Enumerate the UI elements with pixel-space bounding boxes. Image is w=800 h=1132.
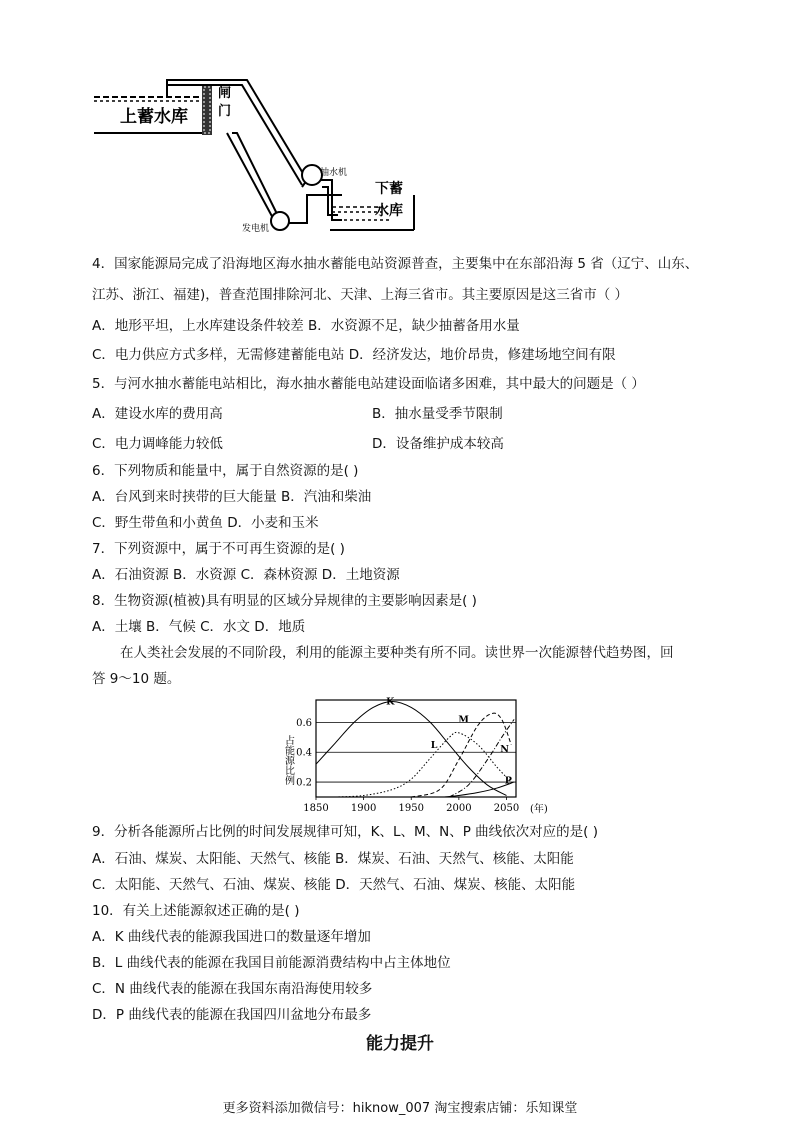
q8-options: A．土壤 B．气候 C．水文 D．地质 [92,619,306,635]
lower-reservoir [330,180,414,230]
pump-icon [302,165,322,185]
chart-series [316,701,514,797]
x-tick-1900: 1900 [350,803,377,814]
q4-stem-line1: 4．国家能源局完成了沿海地区海水抽水蓄能电站资源普查，主要集中在东部沿海 5 省（辽宁、山东、 [92,256,699,272]
q7-options: A．石油资源 B．水资源 C．森林资源 D．土地资源 [92,567,400,583]
curve-label-M: M [458,714,469,726]
q6-options-cd: C．野生带鱼和小黄鱼 D．小麦和玉米 [92,515,319,531]
generator-icon [271,212,289,230]
x-tick-2050: 2050 [493,803,520,814]
q6-options-ab: A．台风到来时挟带的巨大能量 B．汽油和柴油 [92,489,372,505]
penstock [167,80,342,223]
pumped-storage-diagram [92,75,432,245]
gate-label-2: 门 [218,104,232,119]
energy-trend-chart [280,695,555,820]
lower-reservoir-label-1: 下蓄 [375,181,403,197]
upper-reservoir [94,85,210,133]
upper-reservoir-label: 上蓄水库 [120,107,188,127]
q7-stem: 7．下列资源中，属于不可再生资源的是( ) [92,541,345,557]
q5-option-c: C．电力调峰能力较低 [92,436,223,452]
q10-option-d: D．P 曲线代表的能源在我国四川盆地分布最多 [92,1007,372,1023]
q10-stem: 10．有关上述能源叙述正确的是( ) [92,903,300,919]
series-curve-M [411,713,511,797]
curve-label-N: N [500,744,509,756]
q5-option-b: B．抽水量受季节限制 [372,406,503,422]
q8-stem: 8．生物资源(植被)具有明显的区域分异规律的主要影响因素是( ) [92,593,477,609]
curve-label-P: P [504,775,512,787]
gate-label-1: 闸 [218,86,232,101]
intro-line2: 答 9～10 题。 [92,671,181,687]
series-curve-K [316,701,506,795]
q10-option-c: C．N 曲线代表的能源在我国东南沿海使用较多 [92,981,373,997]
q4-options-cd: C．电力供应方式多样，无需修建蓄能电站 D．经济发达，地价昂贵，修建场地空间有限 [92,347,616,363]
generator-label: 发电机 [242,224,270,234]
footer-note: 更多资料添加微信号：hiknow_007 淘宝搜索店铺：乐知课堂 [222,1101,578,1116]
q6-stem: 6．下列物质和能量中，属于自然资源的是( ) [92,463,359,479]
intro-line1: 在人类社会发展的不同阶段，利用的能源主要种类有所不同。读世界一次能源替代趋势图，回 [120,645,674,661]
curve-label-K: K [386,696,395,708]
q9-stem: 9．分析各能源所占比例的时间发展规律可知，K、L、M、N、P 曲线依次对应的是( ) [92,824,598,840]
y-tick-0.4: 0.4 [296,747,312,759]
q5-stem: 5．与河水抽水蓄能电站相比，海水抽水蓄能电站建设面临诸多困难，其中最大的问题是（ ） [92,376,645,392]
gate [202,85,231,135]
chart-axes [296,700,519,814]
y-tick-0.6: 0.6 [296,717,312,729]
x-tick-2000: 2000 [446,803,472,814]
y-axis-title: 占能源比例 [282,735,294,785]
chart-y-axis-title [283,734,295,785]
pump-label: 抽水机 [320,168,348,178]
q4-stem-line2: 江苏、浙江、福建)，普查范围排除河北、天津、上海三省市。其主要原因是这三省市（ ） [92,287,629,303]
q10-option-b: B．L 曲线代表的能源在我国目前能源消费结构中占主体地位 [92,955,451,971]
chart-curve-labels [386,696,512,786]
series-curve-P [445,782,515,797]
q5-option-a: A．建设水库的费用高 [92,406,223,422]
curve-label-L: L [430,739,438,751]
q9-options-cd: C．太阳能、天然气、石油、煤炭、核能 D．天然气、石油、煤炭、核能、太阳能 [92,877,576,893]
q10-option-a: A．K 曲线代表的能源我国进口的数量逐年增加 [92,929,371,945]
q9-options-ab: A．石油、煤炭、太阳能、天然气、核能 B．煤炭、石油、天然气、核能、太阳能 [92,851,574,867]
lower-reservoir-label-2: 水库 [375,203,403,219]
q4-options-ab: A．地形平坦，上水库建设条件较差 B．水资源不足，缺少抽蓄备用水量 [92,318,520,334]
y-tick-0.2: 0.2 [296,777,312,789]
x-axis-unit: (年) [530,804,548,815]
section-heading: 能力提升 [366,1034,434,1054]
x-tick-1950: 1950 [398,803,424,814]
q5-option-d: D．设备维护成本较高 [372,436,504,452]
series-curve-L [335,732,511,797]
x-tick-1850: 1850 [303,803,329,814]
